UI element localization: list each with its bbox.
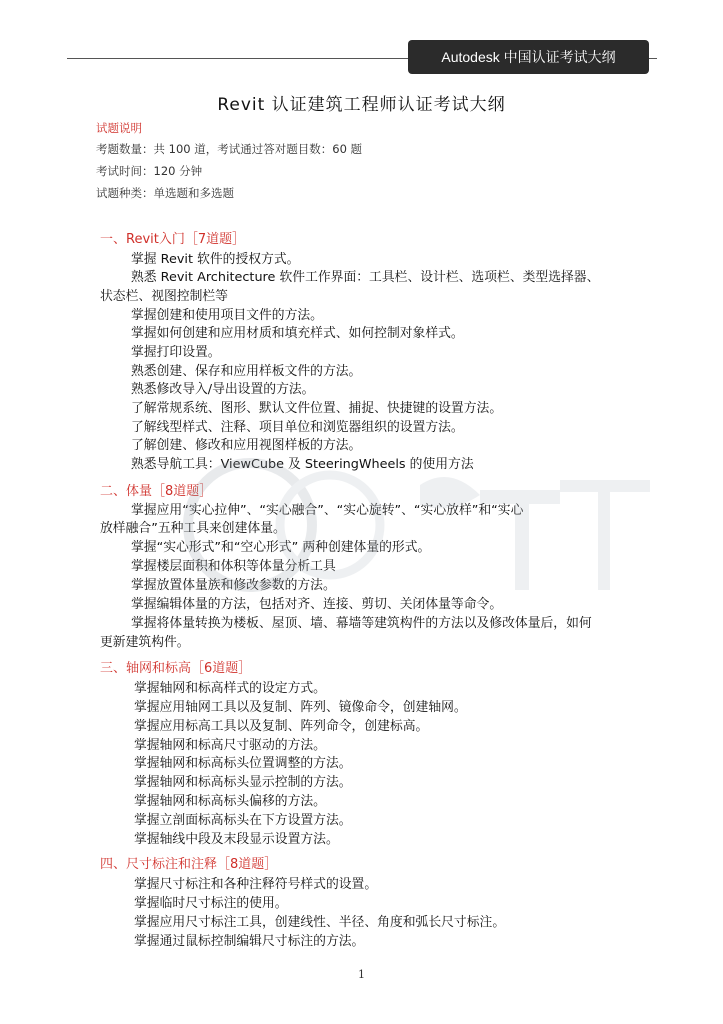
- list-item: 熟悉导航工具：ViewCube 及 SteeringWheels 的使用方法: [131, 457, 474, 472]
- list-item: 掌握轴网和标高尺寸驱动的方法。: [134, 738, 326, 753]
- list-item: 掌握楼层面积和体积等体量分析工具: [131, 559, 336, 574]
- list-item: 掌握尺寸标注和各种注释符号样式的设置。: [134, 877, 378, 892]
- list-item: 熟悉修改导入/导出设置的方法。: [131, 382, 315, 397]
- list-item: 熟悉创建、保存和应用样板文件的方法。: [131, 364, 362, 379]
- list-item: 了解常规系统、图形、默认文件位置、捕捉、快捷键的设置方法。: [131, 401, 503, 416]
- intro-line: 考试时间：120 分钟: [96, 164, 203, 178]
- list-item: 了解线型样式、注释、项目单位和浏览器组织的设置方法。: [131, 420, 464, 435]
- list-item: 掌握应用轴网工具以及复制、阵列、镜像命令，创建轴网。: [134, 700, 467, 715]
- intro-line: 考题数量：共 100 道，考试通过答对题目数：60 题: [96, 142, 363, 156]
- list-item: 了解创建、修改和应用视图样板的方法。: [131, 438, 362, 453]
- list-item: 掌握轴线中段及末段显示设置方法。: [134, 832, 339, 847]
- list-item: 掌握通过鼠标控制编辑尺寸标注的方法。: [134, 934, 365, 949]
- header-tab: Autodesk 中国认证考试大纲: [408, 40, 649, 74]
- list-item: 掌握 Revit 软件的授权方式。: [131, 252, 300, 267]
- list-item: 掌握打印设置。: [131, 345, 221, 360]
- section-title: 四、尺寸标注和注释［8道题］: [100, 857, 278, 872]
- list-item: 掌握“实心形式”和“空心形式” 两种创建体量的形式。: [131, 540, 431, 555]
- list-item: 掌握应用标高工具以及复制、阵列命令，创建标高。: [134, 719, 429, 734]
- intro-line: 试题种类：单选题和多选题: [96, 186, 234, 200]
- list-item: 掌握临时尺寸标注的使用。: [134, 896, 288, 911]
- page-number: 1: [358, 968, 365, 981]
- list-item: 掌握轴网和标高标头显示控制的方法。: [134, 775, 352, 790]
- list-item: 掌握创建和使用项目文件的方法。: [131, 308, 323, 323]
- intro-heading: 试题说明: [96, 121, 142, 135]
- list-item: 掌握将体量转换为楼板、屋顶、墙、幕墙等建筑构件的方法以及修改体量后，如何: [131, 616, 592, 631]
- list-item: 放样融合”五种工具来创建体量。: [100, 521, 286, 536]
- list-item: 掌握轴网和标高样式的设定方式。: [134, 681, 326, 696]
- list-item: 掌握放置体量族和修改参数的方法。: [131, 578, 336, 593]
- section-title: 三、轴网和标高［6道题］: [100, 661, 252, 676]
- list-item: 掌握编辑体量的方法，包括对齐、连接、剪切、关闭体量等命令。: [131, 597, 503, 612]
- list-item: 熟悉 Revit Architecture 软件工作界面：工具栏、设计栏、选项栏、类型选择器、: [131, 270, 600, 285]
- list-item: 状态栏、视图控制栏等: [100, 289, 228, 304]
- list-item: 掌握立剖面标高标头在下方设置方法。: [134, 813, 352, 828]
- list-item: 掌握轴网和标高标头偏移的方法。: [134, 794, 326, 809]
- list-item: 掌握轴网和标高标头位置调整的方法。: [134, 756, 352, 771]
- page-title: Revit 认证建筑工程师认证考试大纲: [217, 95, 506, 115]
- list-item: 掌握应用尺寸标注工具，创建线性、半径、角度和弧长尺寸标注。: [134, 915, 506, 930]
- section-title: 一、Revit入门［7道题］: [100, 232, 246, 247]
- list-item: 掌握应用“实心拉伸”、“实心融合”、“实心旋转”、“实心放样”和“实心: [131, 503, 524, 518]
- list-item: 掌握如何创建和应用材质和填充样式、如何控制对象样式。: [131, 326, 464, 341]
- list-item: 更新建筑构件。: [100, 635, 190, 650]
- section-title: 二、体量［8道题］: [100, 484, 213, 499]
- watermark-logo: [120, 455, 680, 645]
